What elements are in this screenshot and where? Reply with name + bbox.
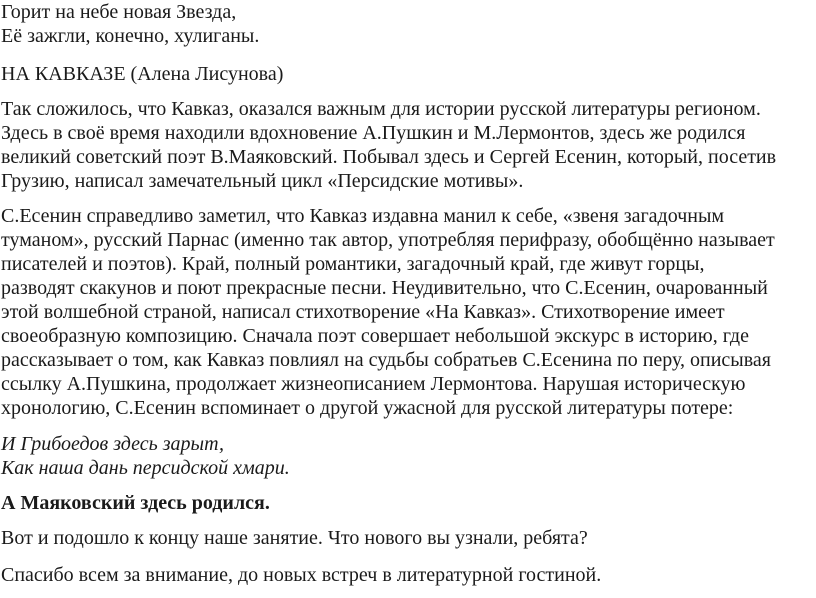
paragraph-2-line-8: ссылку А.Пушкина, продолжает жизнеописанием Лермонтова. Нарушая историческую [1, 373, 746, 395]
paragraph-2-line-2: туманом», русский Парнас (именно так автор, употребляя перифразу, обобщённо называет [1, 229, 775, 251]
paragraph-1-line-1: Так сложилось, что Кавказ, оказался важным для истории русской литературы регионом. [1, 98, 761, 120]
poem-line-2: Её зажгли, конечно, хулиганы. [1, 25, 260, 47]
paragraph-2-line-7: рассказывает о том, как Кавказ повлиял на судьбы собратьев С.Есенина по перу, описывая [1, 349, 771, 371]
bold-statement: А Маяковский здесь родился. [1, 492, 270, 514]
closing-line-2: Спасибо всем за внимание, до новых встреч в литературной гостиной. [1, 564, 602, 586]
paragraph-2-line-9: хронологию, С.Есенин вспоминает о другой ужасной для русской литературы потере: [1, 397, 734, 419]
paragraph-1-line-3: великий советский поэт В.Маяковский. Побывал здесь и Сергей Есенин, который, посетив [1, 146, 777, 168]
quote-line-2: Как наша дань персидской хмари. [1, 457, 290, 479]
paragraph-2-line-5: этой волшебной страной, написал стихотворение «На Кавказ». Стихотворение имеет [1, 301, 725, 323]
section-heading: НА КАВКАЗЕ (Алена Лисунова) [1, 63, 284, 85]
paragraph-2-line-1: С.Есенин справедливо заметил, что Кавказ издавна манил к себе, «звеня загадочным [1, 205, 725, 227]
paragraph-1-line-4: Грузию, написал замечательный цикл «Персидские мотивы». [1, 170, 524, 192]
paragraph-1-line-2: Здесь в своё время находили вдохновение А.Пушкин и М.Лермонтов, здесь же родился [1, 122, 746, 144]
closing-line-1: Вот и подошло к концу наше занятие. Что нового вы узнали, ребята? [1, 527, 588, 549]
quote-line-1: И Грибоедов здесь зарыт, [1, 433, 225, 455]
paragraph-2-line-4: разводят скакунов и поют прекрасные песни. Неудивительно, что С.Есенин, очарованный [1, 277, 768, 299]
paragraph-2-line-6: своеобразную композицию. Сначала поэт совершает небольшой экскурс в историю, где [1, 325, 749, 347]
poem-line-1: Горит на небе новая Звезда, [1, 1, 237, 23]
paragraph-2-line-3: писателей и поэтов). Край, полный романтики, загадочный край, где живут горцы, [1, 253, 705, 275]
